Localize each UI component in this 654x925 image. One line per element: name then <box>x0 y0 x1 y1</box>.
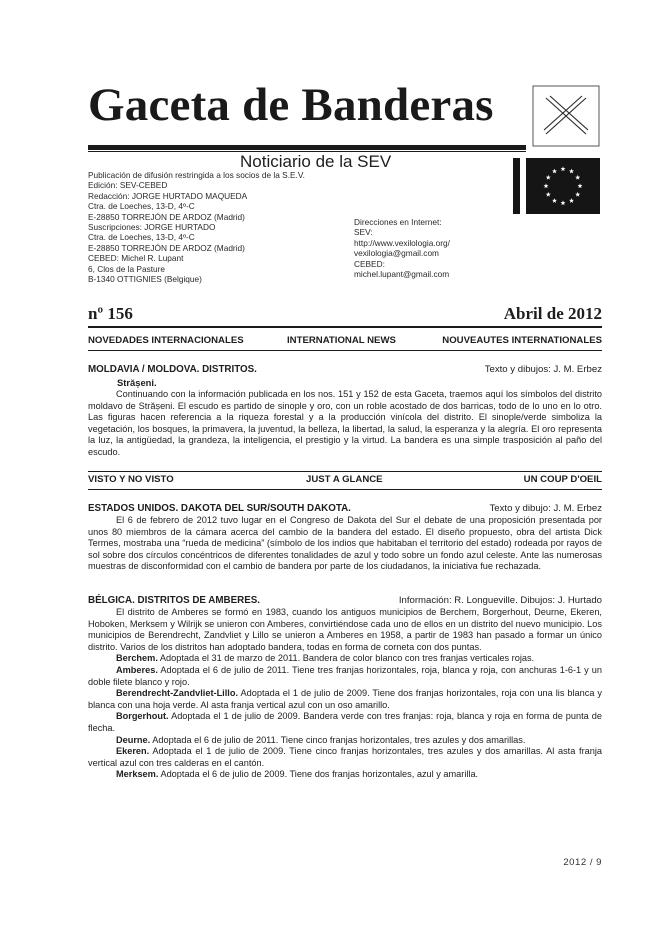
info-left-line: B-1340 OTTIGNIES (Belgique) <box>88 274 202 285</box>
info-right-line: Direcciones en Internet: <box>354 217 442 227</box>
paragraph: El distrito de Amberes se formó en 1983, cuando los antiguos municipios de Berchem, Borgerhout, Deurne, Ekeren, Hoboken, Merksem y Wilrijk se unieron con Amberes, convirtiéndose cada uno de ellos en un distrito del nuevo municipio. Los municipios de Berendrecht, Zandvliet y Lillo se unieron a Amberes en 1958, a partir de 1983 han pasado a formar un único distrito. Varios de los distritos han adoptado bandera, todas en forma de corneta con dos puntas. <box>88 607 602 652</box>
section2-rule-top <box>88 471 602 472</box>
article-belgica-body <box>88 607 602 781</box>
district-name: Berendrecht-Zandvliet-Lillo. <box>116 688 239 699</box>
info-left-line: E-28850 TORREJÓN DE ARDOZ (Madrid) <box>88 211 245 222</box>
district-name: Merksem. <box>116 769 159 780</box>
publication-info <box>88 170 305 284</box>
cebed-bar <box>513 158 520 214</box>
info-left-line: 6, Clos de la Pasture <box>88 263 166 274</box>
article-belgica-credit: Información: R. Longueville. Dibujos: J. Hurtado <box>398 595 602 606</box>
section1-label-en: INTERNATIONAL NEWS <box>287 335 396 346</box>
district-description: Adoptada el 6 de julio de 2011. Tiene cinco franjas horizontales, tres azules y dos amarillas. <box>152 734 526 745</box>
internet-addresses <box>354 217 450 279</box>
info-right-line: CEBED: <box>354 258 385 269</box>
eu-flag-icon <box>526 158 600 214</box>
info-left-line: Suscripciones: JORGE HURTADO <box>88 222 216 233</box>
district-name: Borgerhout. <box>116 711 169 722</box>
info-right-line: SEV: <box>354 227 373 238</box>
page-number: 2012 / 9 <box>563 857 602 868</box>
article-belgica-heading: BÉLGICA. DISTRITOS DE AMBERES. <box>88 595 261 606</box>
article-dakota-credit: Texto y dibujo: J. M. Erbez <box>489 503 602 514</box>
district-description: Adoptada el 31 de marzo de 2011. Bandera de color blanco con tres franjas verticales rojas. <box>159 653 535 664</box>
title-rule <box>88 145 526 150</box>
info-left-line: Edición: SEV-CEBED <box>88 180 168 191</box>
issue-number: nº 156 <box>88 304 133 323</box>
district-entry <box>88 665 602 688</box>
info-left-line: Publicación de difusión restringida a los socios de la S.E.V. <box>88 170 305 180</box>
issue-rule <box>88 326 602 328</box>
section1-label-es: NOVEDADES INTERNACIONALES <box>88 335 244 346</box>
sev-emblem-icon <box>532 85 600 147</box>
district-name: Ekeren. <box>116 746 150 757</box>
info-left-line: Ctra. de Loeches, 13-D, 4º-C <box>88 201 195 212</box>
paragraph: Continuando con la información publicada en los nos. 151 y 152 de esta Gaceta, traemos aquí los símbolos del distrito moldavo de Strășeni. El escudo es partido de sinople y oro, con un roble acostado de dos barricas, todo de lo uno en lo otro. Las figuras hacen referencia a la riqueza forestal y a la producción vinícola del distrito. El sinople/verde simboliza la vegetación, los bosques, la primavera, la juventud, la belleza, la libertad, la salud, la esperanza y la alegría. El oro representa la luz, la antigüedad, la grandeza, la inteligencia, el prestigio y la virtud. La bandera es una simple trasposición al paño del escudo. <box>88 389 602 457</box>
article-moldavia-body <box>88 389 602 459</box>
district-entry <box>88 746 602 769</box>
district-description: Adoptada el 1 de julio de 2009. Tiene dos franjas horizontales, roja con una lis blanca y blanca con una hoja verde. Al asta franja vertical azul con un oso amarillo. <box>88 688 603 710</box>
section2-label-en: JUST A GLANCE <box>306 474 383 485</box>
info-right-line: http://www.vexilologia.org/ <box>354 237 450 248</box>
district-description: Adoptada el 1 de julio de 2009. Tiene cinco franjas horizontales, tres azules y dos amarillas. Al asta franja vertical azul con tres calderas en el cantón. <box>88 746 603 768</box>
district-entry <box>88 769 602 781</box>
section1-label-fr: NOUVEAUTES INTERNATIONALES <box>442 335 602 346</box>
district-description: Adoptada el 6 de julio de 2009. Tiene dos franjas horizontales, azul y amarilla. <box>160 769 479 780</box>
district-entry <box>88 688 602 711</box>
info-right-line: michel.lupant@gmail.com <box>354 269 450 280</box>
info-left-line: CEBED: Michel R. Lupant <box>88 253 184 264</box>
info-left-line: Ctra. de Loeches, 13-D, 4º-C <box>88 232 195 243</box>
section2-label-es: VISTO Y NO VISTO <box>88 474 174 485</box>
article-dakota-heading: ESTADOS UNIDOS. DAKOTA DEL SUR/SOUTH DAKOTA. <box>88 503 351 514</box>
masthead-subtitle: Noticiario de la SEV <box>240 152 392 171</box>
paragraph: El 6 de febrero de 2012 tuvo lugar en el Congreso de Dakota del Sur el debate de una proposición presentada por unos 80 miembros de la cámara acerca del cambio de la bandera del estado. El diseño propuesto, obra del artista Dick Termes, mostraba una “rueda de medicina” (símbolo de los indios que habitaban el territorio del estado) rodeada por rayos de sol sobre dos círculos concéntricos de diferentes tonalidades de azul y todo sobre un fondo azul celeste. Ante las numerosas muestras de disconformidad con el cambio de bandera por parte de los ciudadanos, la iniciativa fue rechazada. <box>88 515 602 572</box>
district-name: Deurne. <box>116 734 151 745</box>
info-left-line: E-28850 TORREJÓN DE ARDOZ (Madrid) <box>88 242 245 253</box>
masthead-title: Gaceta de Banderas <box>88 79 494 131</box>
district-name: Berchem. <box>116 653 158 664</box>
info-left-line: Redacción: JORGE HURTADO MAQUEDA <box>88 190 248 201</box>
issue-date: Abril de 2012 <box>503 304 602 323</box>
section1-rule <box>88 350 602 351</box>
section2-label-fr: UN COUP D'OEIL <box>523 474 602 485</box>
section2-rule-bottom <box>88 489 602 490</box>
article-moldavia-credit: Texto y dibujos: J. M. Erbez <box>484 364 602 375</box>
district-entry <box>88 735 602 747</box>
district-entry <box>88 653 602 665</box>
district-description: Adoptada el 1 de julio de 2009. Bandera verde con tres franjas: roja, blanca y roja en forma de punta de flecha. <box>88 711 602 733</box>
district-name: Amberes. <box>116 664 158 675</box>
article-moldavia-subheading: Strășeni. <box>117 377 157 388</box>
article-dakota-body <box>88 515 602 573</box>
info-right-line: vexilologia@gmail.com <box>354 248 439 259</box>
district-entry <box>88 711 602 734</box>
district-description: Adoptada el 6 de julio de 2011. Tiene tres franjas horizontales, roja, blanca y roja, con anchuras 1-6-1 y un doble filete blanco y rojo. <box>88 664 603 687</box>
article-moldavia-heading: MOLDAVIA / MOLDOVA. DISTRITOS. <box>88 364 257 375</box>
